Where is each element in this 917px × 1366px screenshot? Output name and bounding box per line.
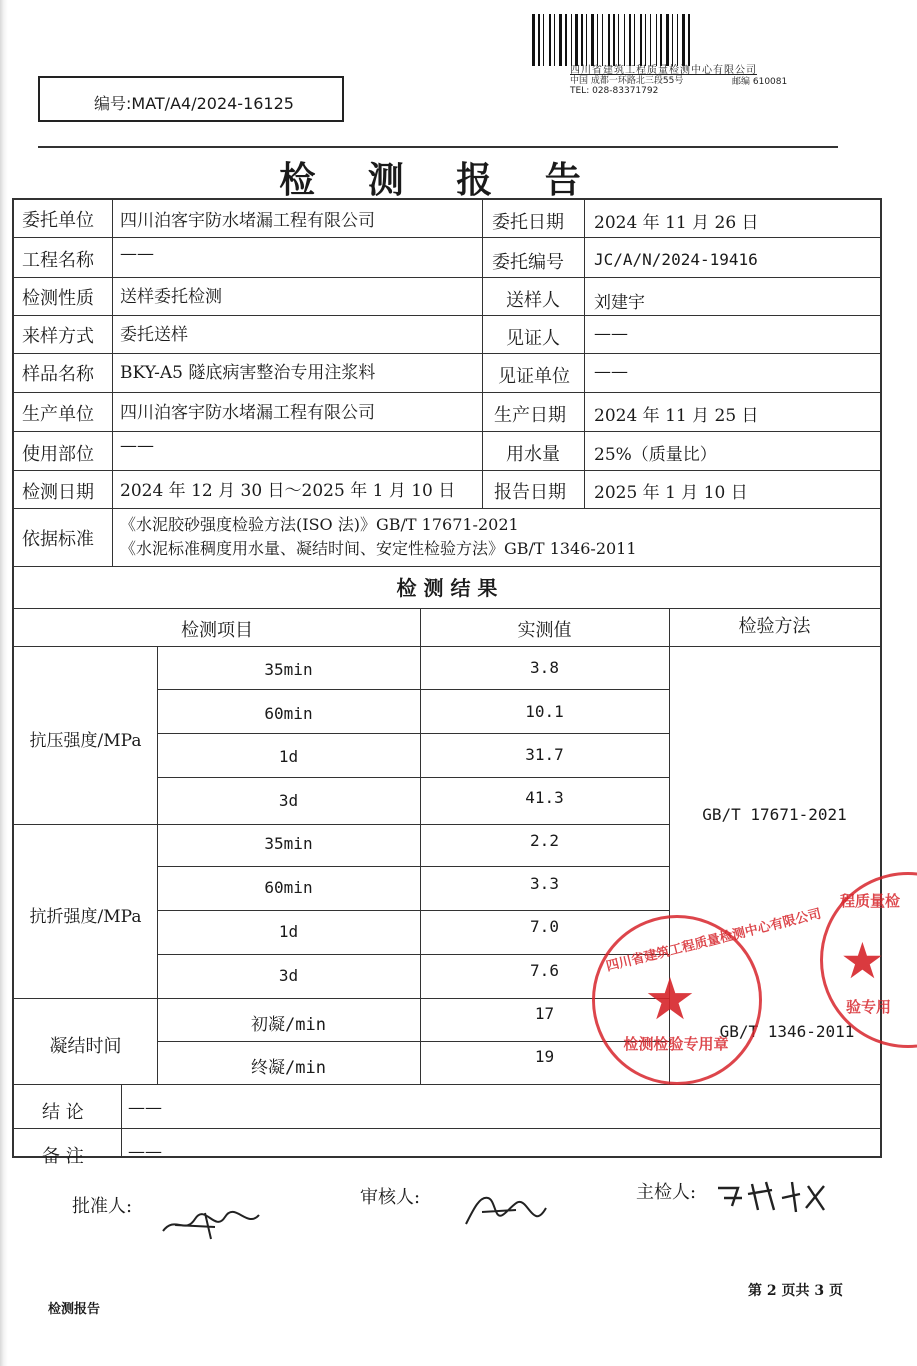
barcode-caption: [570, 65, 788, 96]
reviewer-label: 审核人:: [360, 1187, 421, 1208]
barcode-bar: [688, 14, 690, 66]
value-usage: ——: [120, 436, 154, 456]
label-sampling: 来样方式: [22, 326, 94, 347]
value-witness-unit: ——: [594, 362, 628, 382]
barcode-bar: [613, 14, 615, 66]
row-value: 10.1: [525, 702, 564, 721]
value-manufacturer: 四川泊客宇防水堵漏工程有限公司: [120, 403, 375, 423]
row-age: 1d: [278, 922, 299, 941]
row-value: 7.0: [530, 917, 559, 936]
barcode-bar: [581, 14, 583, 66]
col-header-value: 实测值: [517, 620, 572, 641]
seal-org-text: 四川省建筑工程质量检测中心有限公司: [604, 906, 823, 975]
row-value: 41.3: [525, 788, 564, 807]
barcode-bar: [634, 14, 635, 66]
row-value: 3.3: [530, 874, 559, 893]
approver-signature: [155, 1205, 265, 1241]
method-setting: GB/T 1346-2011: [719, 1022, 855, 1041]
barcode-bar: [571, 14, 572, 66]
row-age: 60min: [264, 878, 313, 897]
barcode-bar: [618, 14, 619, 66]
group-setting: 凝结时间: [49, 1036, 122, 1057]
row-value: 31.7: [525, 745, 564, 764]
barcode-bar: [682, 14, 685, 66]
barcode-bar: [640, 14, 642, 66]
row-age: 终凝/min: [251, 1058, 326, 1078]
value-sampling: 委托送样: [120, 325, 188, 345]
label-water: 用水量: [506, 444, 560, 465]
label-conclusion: 结 论: [42, 1102, 84, 1123]
paper-edge-shadow: [0, 0, 8, 1366]
barcode-bar: [538, 14, 540, 66]
col-header-item: 检测项目: [181, 620, 253, 641]
value-commission-date: 2024 年 11 月 26 日: [594, 213, 759, 233]
barcode-bar: [677, 14, 678, 66]
value-standard-1: 《水泥胶砂强度检验方法(ISO 法)》GB/T 17671-2021: [120, 515, 519, 534]
row-value: 17: [534, 1004, 555, 1023]
barcode-bar: [591, 14, 594, 66]
barcode-bar: [586, 14, 587, 66]
value-project: ——: [120, 244, 154, 264]
barcode-bar: [549, 14, 551, 66]
results-title: 检 测 结 果: [396, 576, 498, 600]
value-water: 25%（质量比）: [594, 445, 717, 465]
barcode-bar: [672, 14, 673, 66]
value-standard-2: 《水泥标准稠度用水量、凝结时间、安定性检验方法》GB/T 1346-2011: [120, 539, 637, 558]
group-flexural: 抗折强度/MPa: [29, 907, 142, 927]
label-remark: 备 注: [42, 1146, 84, 1167]
barcode-bar: [559, 14, 562, 66]
document-title: 检 测 报 告: [279, 159, 601, 201]
approver-label: 批准人:: [72, 1196, 133, 1217]
group-compressive: 抗压强度/MPa: [29, 731, 142, 751]
value-nature: 送样委托检测: [120, 287, 222, 307]
label-sender: 送样人: [506, 290, 560, 311]
report-number: 编号:MAT/A4/2024-16125: [38, 76, 344, 122]
col-header-method: 检验方法: [738, 616, 811, 637]
label-report-date: 报告日期: [494, 482, 566, 503]
reviewer-signature: [460, 1188, 550, 1232]
value-witness: ——: [594, 324, 628, 344]
barcode-bar: [565, 14, 567, 66]
method-strength: GB/T 17671-2021: [702, 805, 847, 824]
row-age: 3d: [278, 791, 299, 810]
row-age: 1d: [278, 747, 299, 766]
barcode-bar: [656, 14, 657, 66]
value-test-date: 2024 年 12 月 30 日～2025 年 1 月 10 日: [120, 481, 456, 501]
label-nature: 检测性质: [22, 288, 94, 309]
label-project: 工程名称: [22, 250, 94, 271]
page-number: 第 2 页共 3 页: [748, 1283, 843, 1299]
row-age: 35min: [264, 660, 313, 679]
row-age: 35min: [264, 834, 313, 853]
value-commission-no: JC/A/N/2024-19416: [594, 250, 758, 269]
barcode-bar: [554, 14, 555, 66]
row-value: 7.6: [530, 961, 559, 980]
partial-seal-star-icon: ★: [840, 932, 885, 990]
label-standard: 依据标准: [22, 529, 94, 550]
value-sender: 刘建宇: [594, 293, 645, 313]
label-test-date: 检测日期: [22, 482, 94, 503]
value-sample: BKY-A5 隧底病害整治专用注浆料: [120, 363, 376, 383]
barcode-bar: [624, 14, 625, 66]
barcode-bar: [532, 14, 535, 66]
org-postcode: 邮编 610081: [732, 77, 788, 87]
label-commission-no: 委托编号: [492, 252, 564, 273]
label-sample: 样品名称: [22, 364, 94, 385]
barcode-bar: [666, 14, 669, 66]
seal-sub-text: 检测检验专用章: [623, 1035, 729, 1053]
value-client: 四川泊客宇防水堵漏工程有限公司: [120, 211, 375, 231]
row-age: 60min: [264, 704, 313, 723]
barcode-bar: [660, 14, 662, 66]
tester-label: 主检人:: [636, 1182, 697, 1203]
org-address: 中国 成都一环路北三段55号: [570, 76, 684, 86]
row-value: 3.8: [530, 658, 559, 677]
label-client: 委托单位: [22, 210, 94, 231]
label-usage: 使用部位: [22, 444, 94, 465]
label-manufacturer: 生产单位: [22, 404, 94, 425]
partial-seal-text: 程质量检: [840, 892, 901, 910]
barcode-bar: [608, 14, 610, 66]
label-production-date: 生产日期: [494, 405, 566, 426]
value-report-date: 2025 年 1 月 10 日: [594, 483, 748, 503]
tester-signature: [712, 1176, 832, 1216]
org-name: 四川省建筑工程质量检测中心有限公司: [570, 65, 757, 76]
barcode-bar: [645, 14, 646, 66]
row-value: 19: [534, 1047, 555, 1066]
barcode-bar: [602, 14, 603, 66]
org-tel: TEL: 028-83371792: [570, 86, 659, 96]
value-production-date: 2024 年 11 月 25 日: [594, 406, 759, 426]
seal-star-icon: ★: [644, 965, 696, 1033]
value-conclusion: ——: [128, 1098, 162, 1118]
label-witness: 见证人: [506, 328, 560, 349]
header-rule: [38, 146, 838, 148]
label-witness-unit: 见证单位: [498, 366, 570, 387]
label-commission-date: 委托日期: [492, 212, 564, 233]
row-value: 2.2: [530, 831, 559, 850]
footer-label: 检测报告: [48, 1302, 101, 1317]
partial-seal: [820, 872, 917, 1062]
barcode-bar: [629, 14, 631, 66]
barcode-bar: [543, 14, 544, 66]
barcode-bar: [575, 14, 578, 66]
partial-seal-sub: 验专用: [846, 998, 892, 1016]
value-remark: ——: [128, 1142, 162, 1162]
row-age: 初凝/min: [251, 1015, 326, 1035]
barcode-bar: [597, 14, 598, 66]
barcode: [530, 14, 792, 66]
row-age: 3d: [278, 966, 299, 985]
barcode-bar: [650, 14, 651, 66]
